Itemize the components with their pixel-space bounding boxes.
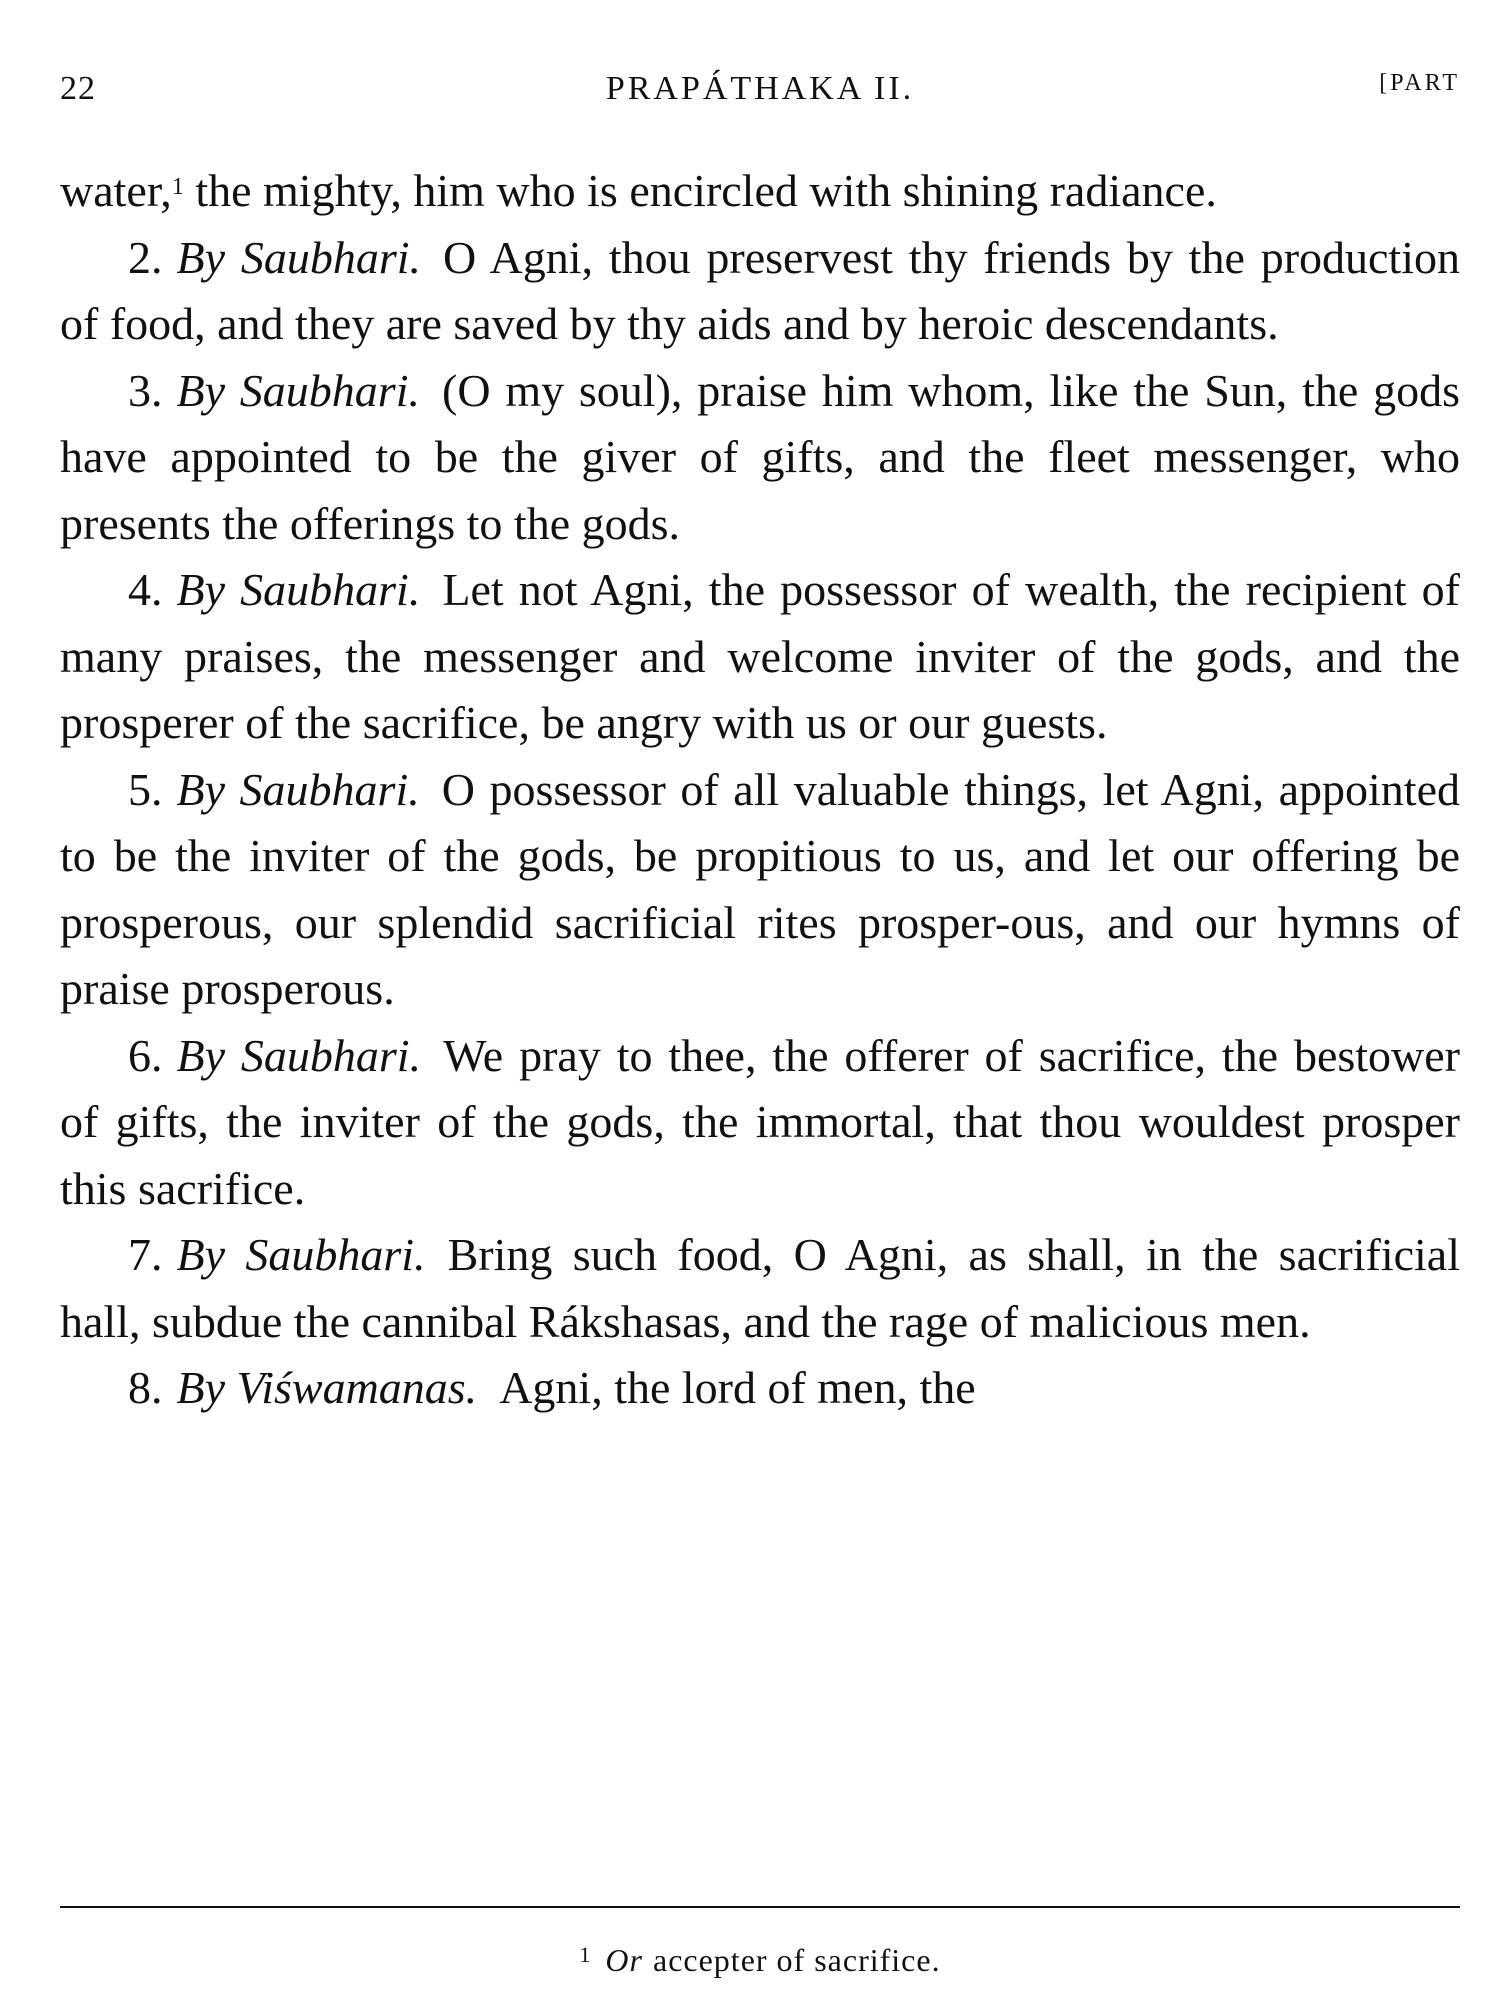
verse-author: By Saubhari. [176,1229,426,1280]
verse-text: Bring such food, O Agni, as shall, in the sacrificial hall, subdue the cannibal Rákshasas, and the rage of malicious men. [60,1229,1460,1347]
verse-author: By Saubhari. [176,763,420,815]
footnote-divider [60,1906,1460,1908]
verse-text: (O my soul), praise him whom, like the Sun, the gods have appointed to be the giver of gifts, and the fleet messenger, who presents the offerings to the gods. [60,364,1460,549]
page-number: 22 [60,70,96,107]
verse-7 [60,1222,1460,1355]
page-header [60,62,1460,122]
footnote-italic-word: Or [605,1942,643,1978]
running-title: PRAPÁTHAKA II. [605,70,915,107]
verse-text: O possessor of all valuable things, let Agni, appointed to be the inviter of the gods, be propitious to us, and let our offering be prosperous, our splendid sacrificial rites prosper-ous, and our hymns of praise prosperous. [60,763,1460,1014]
verse-author: By Saubhari. [176,364,420,416]
footnote-reference: 1 [171,174,184,200]
verse-text: O Agni, thou preservest thy friends by the production of food, and they are saved by thy aids and by heroic descendants. [60,231,1460,349]
footnote-text: accepter of sacrifice. [652,1942,941,1978]
continuation-text-start: water, [60,165,172,216]
verse-5 [60,757,1460,1023]
verse-author: By Saubhari. [176,564,421,615]
verse-author: By Viśwamanas. [176,1362,478,1413]
verse-author: By Saubhari. [176,1029,422,1081]
verse-2 [60,225,1460,358]
part-label: [PART [1379,70,1460,96]
verse-text: Let not Agni, the possessor of wealth, the recipient of many praises, the messenger and welcome inviter of the gods, and the prosperer of the sacrifice, be angry with us or our guests. [60,564,1461,748]
footnote-number: 1 [579,1942,592,1967]
continuation-paragraph [60,158,1460,225]
verse-number: 7. [128,1229,163,1280]
continuation-text-end: the mighty, him who is encircled with shining radiance. [183,165,1217,216]
verse-number: 4. [128,564,163,615]
body-text [60,158,1460,1422]
book-page [60,62,1460,1982]
verse-3 [60,358,1460,558]
verse-number: 5. [128,763,163,815]
footnote [60,1942,1460,1979]
verse-text: Agni, the lord of men, the [499,1362,976,1413]
verse-number: 8. [128,1362,163,1413]
verse-4 [60,557,1460,757]
verse-number: 6. [128,1029,163,1081]
verse-author: By Saubhari. [176,231,422,283]
verse-8 [60,1355,1460,1422]
verse-text: We pray to thee, the offerer of sacrifice, the bestower of gifts, the inviter of the gods, the immortal, that thou wouldest prosper this sacrifice. [60,1029,1461,1214]
verse-number: 3. [128,364,163,416]
verse-number: 2. [128,231,163,283]
verse-6 [60,1023,1460,1223]
